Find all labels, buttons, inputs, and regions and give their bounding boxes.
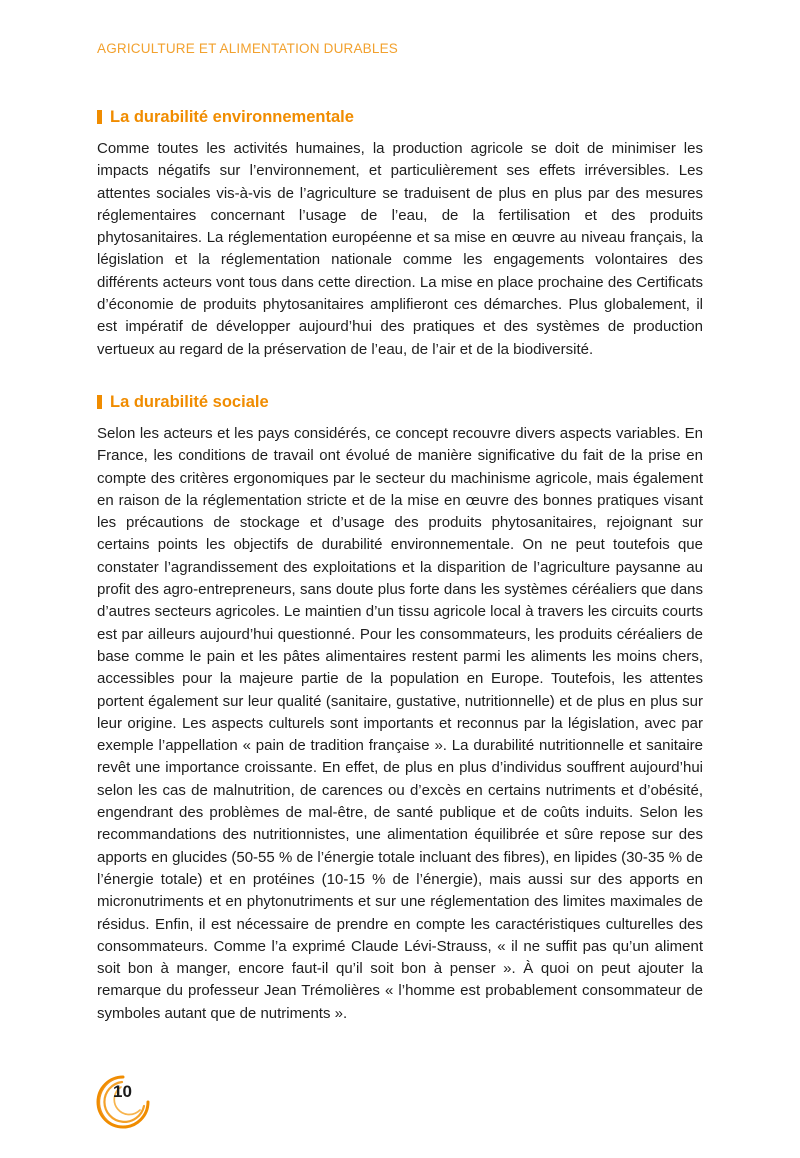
page-number: 10: [113, 1082, 132, 1101]
section-title: La durabilité sociale: [110, 393, 269, 411]
folio-swirl-icon: [93, 1072, 153, 1132]
heading-bar-marker: [97, 395, 102, 409]
section-environmental-sustainability: [97, 107, 703, 361]
section-heading: [97, 107, 703, 127]
section-body: Comme toutes les activités humaines, la production agricole se doit de minimiser les impacts négatifs sur l’environnement, et particulièrement ses effets irréversibles. Les attentes sociales vis-à-vis de l’agriculture se traduisent de plus en plus par des mesures réglementaires concernant l’usage de l’eau, de la fertilisation et des produits phytosanitaires. La réglementation européenne et sa mise en œuvre au niveau français, la législation et la réglementation nationale comme les engagements volontaires des différents acteurs vont tous dans cette direction. La mise en place prochaine des Certificats d’économie de produits phytosanitaires amplifieront ces démarches. Plus globalement, il est impératif de développer aujourd’hui des pratiques et des systèmes de production vertueux au regard de la préservation de l’eau, de l’air et de la biodiversité.: [97, 140, 703, 358]
section-body: Selon les acteurs et les pays considérés, ce concept recouvre divers aspects variables. En France, les conditions de travail ont évolué de manière significative du fait de la prise en compte des critères ergonomiques par le secteur du machinisme agricole, mais également en raison de la réglementation stricte et de la mise en œuvre des bonnes pratiques visant les précautions de stockage et d’usage des produits phytosanitaires, rejoignant sur certains points les objectifs de durabilité environnementale. On ne peut toutefois que constater l’agrandissement des exploitations et la disparition de l’agriculture paysanne au profit des agro-entrepreneurs, sans doute plus forte dans les systèmes céréaliers que dans d’autres secteurs agricoles. Le maintien d’un tissu agricole local à travers les circuits courts est par ailleurs aujourd’hui questionné. Pour les consommateurs, les produits céréaliers de base comme le pain et les pâtes alimentaires restent parmi les aliments les moins chers, accessibles pour la majeure partie de la population en Europe. Toutefois, les attentes portent également sur leur qualité (sanitaire, gustative, nutritionnelle) et de plus en plus sur leur origine. Les aspects culturels sont importants et reconnus par la législation, avec par exemple l’appellation « pain de tradition française ». La durabilité nutritionnelle et sanitaire revêt une importance croissante. En effet, de plus en plus d’individus souffrent aujourd’hui selon les cas de malnutrition, de carences ou d’excès en certains nutriments et d’obésité, engendrant des problèmes de mal-être, de santé publique et de coûts induits. Selon les recommandations des nutritionnistes, une alimentation équilibrée et sûre repose sur des apports en glucides (50-55 % de l’énergie totale incluant des fibres), en lipides (30-35 % de l’énergie totale) et en protéines (10-15 % de l’énergie), mais aussi sur des apports en micronutriments et en phytonutriments et sur une réglementation des limites maximales de résidus. Enfin, il est nécessaire de prendre en compte les caractéristiques culturelles des consommateurs. Comme l’a exprimé Claude Lévi-Strauss, « il ne suffit pas qu’un aliment soit bon à manger, encore faut-il qu’il soit bon à penser ». À quoi on peut ajouter la remarque du professeur Jean Trémolières « l’homme est probablement consommateur de symboles autant que de nutriments ».: [97, 425, 703, 1022]
section-title: La durabilité environnementale: [110, 108, 354, 126]
section-social-sustainability: [97, 392, 703, 1025]
section-heading: [97, 392, 703, 412]
heading-bar-marker: [97, 110, 102, 124]
running-head: AGRICULTURE ET ALIMENTATION DURABLES: [97, 41, 399, 56]
